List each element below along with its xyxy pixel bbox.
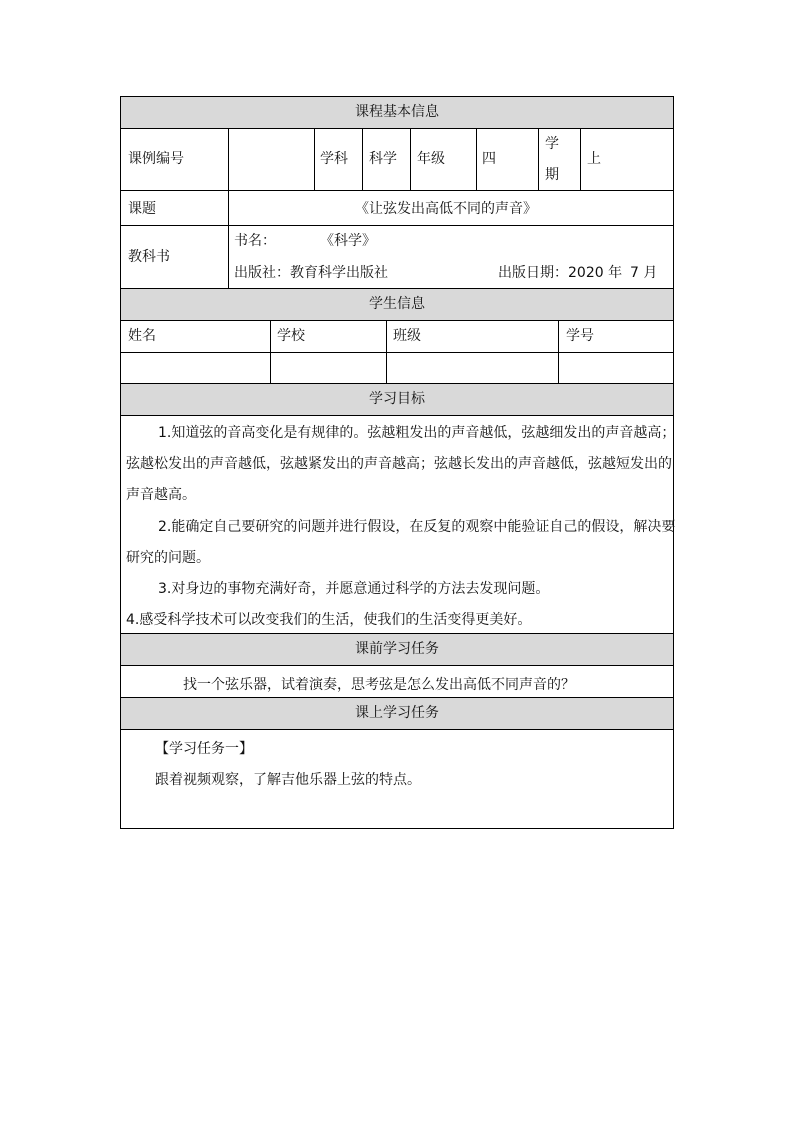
col-divider xyxy=(228,128,229,190)
col-divider xyxy=(476,128,477,190)
row-divider xyxy=(120,320,674,321)
objective-line: 1.知道弦的音高变化是有规律的。弦越粗发出的声音越低，弦越细发出的声音越高； xyxy=(158,425,676,441)
objectives-header: 学习目标 xyxy=(120,384,674,415)
row-divider xyxy=(120,383,674,384)
in-class-task-title: 【学习任务一】 xyxy=(155,741,253,757)
col-divider xyxy=(410,128,411,190)
topic-value: 《让弦发出高低不同的声音》 xyxy=(355,201,537,217)
col-divider xyxy=(362,128,363,190)
student-name-label: 姓名 xyxy=(128,328,156,344)
row-divider xyxy=(120,190,674,191)
in-class-header: 课上学习任务 xyxy=(120,698,674,729)
publish-date-month: 7 月 xyxy=(630,265,658,281)
col-divider xyxy=(558,320,559,383)
in-class-task-text: 跟着视频观察，了解吉他乐器上弦的特点。 xyxy=(155,772,421,788)
publisher-text: 出版社：教育科学出版社 xyxy=(234,265,388,281)
textbook-label: 教科书 xyxy=(128,249,170,265)
row-divider xyxy=(120,697,674,698)
semester-label-line2: 期 xyxy=(545,167,559,183)
semester-label-line1: 学 xyxy=(545,136,559,152)
row-divider xyxy=(120,415,674,416)
col-divider xyxy=(580,128,581,190)
row-divider xyxy=(120,729,674,730)
row-divider xyxy=(120,665,674,666)
col-divider xyxy=(314,128,315,190)
subject-value: 科学 xyxy=(369,151,397,167)
student-class-label: 班级 xyxy=(393,328,421,344)
publish-date-label: 出版日期：2020 年 xyxy=(498,265,623,281)
semester-value: 上 xyxy=(587,151,601,167)
objective-line: 研究的问题。 xyxy=(126,550,210,566)
col-divider xyxy=(538,128,539,190)
objective-line: 3.对身边的事物充满好奇，并愿意通过科学的方法去发现问题。 xyxy=(158,581,550,597)
objective-line: 弦越松发出的声音越低，弦越紧发出的声音越高；弦越长发出的声音越低，弦越短发出的 xyxy=(126,456,672,472)
row-divider xyxy=(120,128,674,129)
course-info-header: 课程基本信息 xyxy=(120,97,674,128)
objective-line: 4.感受科学技术可以改变我们的生活，使我们的生活变得更美好。 xyxy=(126,612,532,628)
pre-class-task: 找一个弦乐器，试着演奏，思考弦是怎么发出高低不同声音的？ xyxy=(183,677,575,693)
student-info-header: 学生信息 xyxy=(120,289,674,320)
col-divider xyxy=(228,190,229,288)
row-divider xyxy=(120,352,674,353)
col-divider xyxy=(270,320,271,383)
grade-label: 年级 xyxy=(417,151,445,167)
student-school-label: 学校 xyxy=(277,328,305,344)
row-divider xyxy=(120,633,674,634)
row-divider xyxy=(120,288,674,289)
objective-line: 2.能确定自己要研究的问题并进行假设，在反复的观察中能验证自己的假设，解决要 xyxy=(158,519,676,535)
grade-value: 四 xyxy=(482,151,496,167)
topic-label: 课题 xyxy=(128,201,156,217)
col-divider xyxy=(386,320,387,383)
row-divider xyxy=(120,225,674,226)
student-id-label: 学号 xyxy=(566,328,594,344)
book-name-label: 书名： xyxy=(234,233,276,249)
subject-label: 学科 xyxy=(320,151,348,167)
pre-class-header: 课前学习任务 xyxy=(120,634,674,665)
case-number-label: 课例编号 xyxy=(128,151,184,167)
objective-line: 声音越高。 xyxy=(126,487,196,503)
book-name-value: 《科学》 xyxy=(320,233,376,249)
